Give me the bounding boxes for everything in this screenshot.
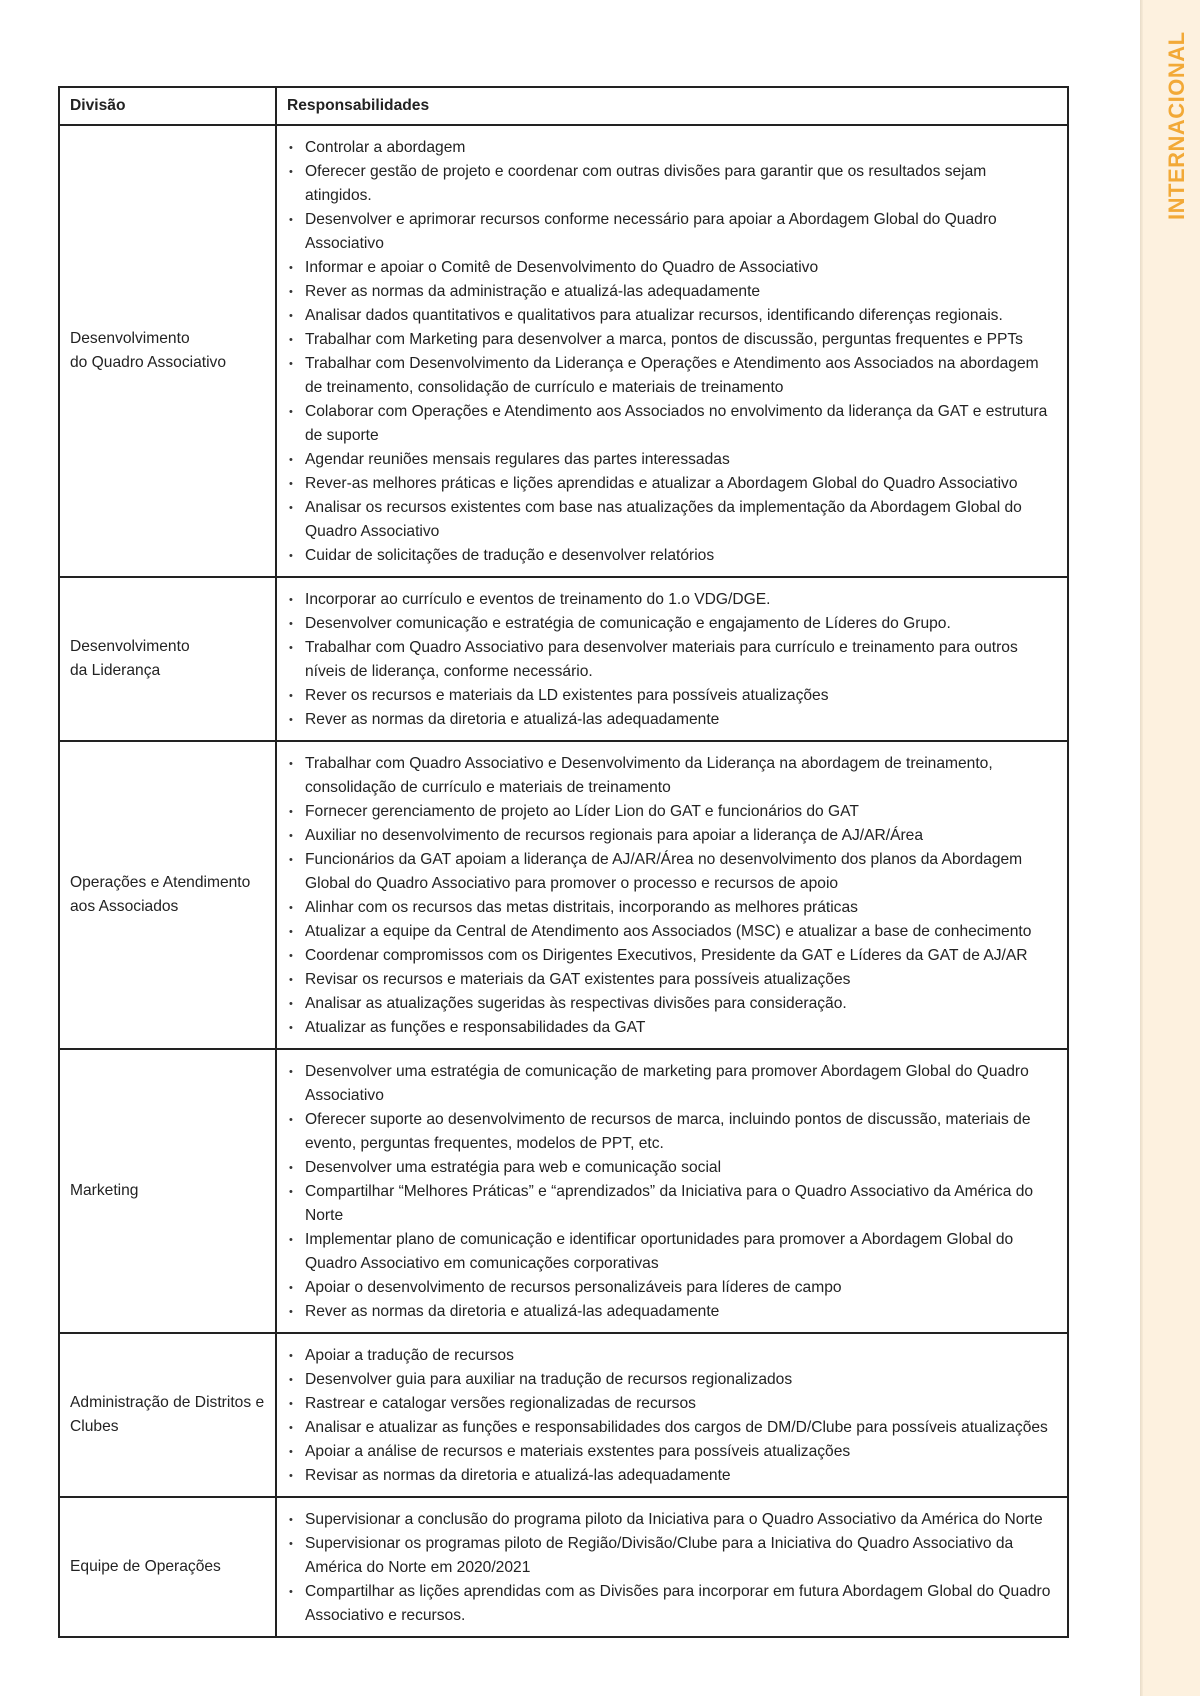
responsibility-item: • Desenvolver e aprimorar recursos conforme necessário para apoiar a Abordagem Global do Quadro Associativo	[287, 208, 1057, 256]
responsibility-item: • Trabalhar com Desenvolvimento da Liderança e Operações e Atendimento aos Associados na abordagem de treinamento, consolidação de currículo e materiais de treinamento	[287, 352, 1057, 400]
responsibility-item: • Apoiar o desenvolvimento de recursos personalizáveis para líderes de campo	[287, 1276, 1057, 1300]
responsibility-item: • Desenvolver guia para auxiliar na tradução de recursos regionalizados	[287, 1368, 1057, 1392]
responsibility-item: • Colaborar com Operações e Atendimento aos Associados no envolvimento da liderança da GAT e estrutura de suporte	[287, 400, 1057, 448]
header-division: Divisão	[59, 87, 276, 125]
table-row	[59, 125, 1068, 577]
responsibilities-cell	[276, 1049, 1068, 1333]
responsibilities-cell	[276, 577, 1068, 741]
responsibility-item: • Coordenar compromissos com os Dirigentes Executivos, Presidente da GAT e Líderes da GAT de AJ/AR	[287, 944, 1057, 968]
responsibility-item: • Analisar dados quantitativos e qualitativos para atualizar recursos, identificando diferenças regionais.	[287, 304, 1057, 328]
responsibility-item: • Revisar os recursos e materiais da GAT existentes para possíveis atualizações	[287, 968, 1057, 992]
responsibilities-cell	[276, 741, 1068, 1049]
table-body	[59, 125, 1068, 1637]
responsibilities-cell	[276, 125, 1068, 577]
division-name-line: Desenvolvimento	[70, 330, 190, 347]
division-name-line: Equipe de Operações	[70, 1558, 221, 1575]
division-name-line: Operações e Atendimento aos Associados	[70, 874, 251, 915]
responsibility-list	[287, 752, 1057, 1040]
responsibility-item: • Rever as normas da administração e atualizá-las adequadamente	[287, 280, 1057, 304]
division-name-line: da Liderança	[70, 662, 161, 679]
division-cell	[59, 1497, 276, 1637]
division-name-line: do Quadro Associativo	[70, 354, 227, 371]
table-row	[59, 1333, 1068, 1497]
responsibility-item: • Controlar a abordagem	[287, 136, 1057, 160]
division-cell	[59, 1049, 276, 1333]
header-responsibilities: Responsabilidades	[276, 87, 1068, 125]
responsibility-item: • Analisar os recursos existentes com base nas atualizações da implementação da Abordagem Global do Quadro Associativo	[287, 496, 1057, 544]
responsibility-item: • Implementar plano de comunicação e identificar oportunidades para promover a Abordagem Global do Quadro Associativo em comunicações corporativas	[287, 1228, 1057, 1276]
responsibility-item: • Oferecer gestão de projeto e coordenar com outras divisões para garantir que os resultados sejam atingidos.	[287, 160, 1057, 208]
table-row	[59, 577, 1068, 741]
responsibility-item: • Incorporar ao currículo e eventos de treinamento do 1.o VDG/DGE.	[287, 588, 1057, 612]
responsibility-list	[287, 1060, 1057, 1324]
responsibility-item: • Agendar reuniões mensais regulares das partes interessadas	[287, 448, 1057, 472]
responsibility-item: • Auxiliar no desenvolvimento de recursos regionais para apoiar a liderança de AJ/AR/Área	[287, 824, 1057, 848]
responsibility-item: • Atualizar as funções e responsabilidades da GAT	[287, 1016, 1057, 1040]
responsibility-item: • Fornecer gerenciamento de projeto ao Líder Lion do GAT e funcionários do GAT	[287, 800, 1057, 824]
table-row	[59, 1049, 1068, 1333]
responsibility-item: • Desenvolver comunicação e estratégia de comunicação e engajamento de Líderes do Grupo.	[287, 612, 1057, 636]
responsibility-list	[287, 588, 1057, 732]
responsibility-item: • Revisar as normas da diretoria e atualizá-las adequadamente	[287, 1464, 1057, 1488]
responsibility-item: • Rever os recursos e materiais da LD existentes para possíveis atualizações	[287, 684, 1057, 708]
responsibility-item: • Trabalhar com Quadro Associativo para desenvolver materiais para currículo e treinamento para outros níveis de liderança, conforme necessário.	[287, 636, 1057, 684]
table-row	[59, 1497, 1068, 1637]
responsibility-item: • Analisar e atualizar as funções e responsabilidades dos cargos de DM/D/Clube para possíveis atualizações	[287, 1416, 1057, 1440]
responsibility-list	[287, 136, 1057, 568]
responsibility-item: • Apoiar a tradução de recursos	[287, 1344, 1057, 1368]
responsibility-item: • Analisar as atualizações sugeridas às respectivas divisões para consideração.	[287, 992, 1057, 1016]
responsibility-item: • Desenvolver uma estratégia de comunicação de marketing para promover Abordagem Global do Quadro Associativo	[287, 1060, 1057, 1108]
division-cell	[59, 741, 276, 1049]
division-cell	[59, 125, 276, 577]
responsibility-item: • Rever as normas da diretoria e atualizá-las adequadamente	[287, 1300, 1057, 1324]
responsibility-item: • Cuidar de solicitações de tradução e desenvolver relatórios	[287, 544, 1057, 568]
table-header-row	[59, 87, 1068, 125]
responsibility-item: • Compartilhar as lições aprendidas com as Divisões para incorporar em futura Abordagem Global do Quadro Associativo e recursos.	[287, 1580, 1057, 1628]
responsibility-item: • Rever-as melhores práticas e lições aprendidas e atualizar a Abordagem Global do Quadro Associativo	[287, 472, 1057, 496]
responsibility-item: • Apoiar a análise de recursos e materiais exstentes para possíveis atualizações	[287, 1440, 1057, 1464]
division-name-line: Marketing	[70, 1182, 139, 1199]
responsibility-item: • Alinhar com os recursos das metas distritais, incorporando as melhores práticas	[287, 896, 1057, 920]
responsibility-item: • Supervisionar os programas piloto de Região/Divisão/Clube para a Iniciativa do Quadro Associativo da América do Norte em 2020/2021	[287, 1532, 1057, 1580]
division-name-line: Desenvolvimento	[70, 638, 190, 655]
responsibilities-table	[58, 86, 1069, 1638]
responsibility-item: • Desenvolver uma estratégia para web e comunicação social	[287, 1156, 1057, 1180]
division-name-line: Administração de Distritos e Clubes	[70, 1394, 265, 1435]
division-cell	[59, 577, 276, 741]
responsibility-list	[287, 1508, 1057, 1628]
responsibility-item: • Rastrear e catalogar versões regionalizadas de recursos	[287, 1392, 1057, 1416]
responsibility-list	[287, 1344, 1057, 1488]
table-row	[59, 741, 1068, 1049]
responsibility-item: • Trabalhar com Quadro Associativo e Desenvolvimento da Liderança na abordagem de treinamento, consolidação de currículo e materiais de treinamento	[287, 752, 1057, 800]
responsibility-item: • Funcionários da GAT apoiam a liderança de AJ/AR/Área no desenvolvimento dos planos da Abordagem Global do Quadro Associativo para promover o processo e recursos de apoio	[287, 848, 1057, 896]
responsibility-item: • Compartilhar “Melhores Práticas” e “aprendizados” da Iniciativa para o Quadro Associativo da América do Norte	[287, 1180, 1057, 1228]
division-cell	[59, 1333, 276, 1497]
responsibility-item: • Supervisionar a conclusão do programa piloto da Iniciativa para o Quadro Associativo da América do Norte	[287, 1508, 1057, 1532]
responsibilities-cell	[276, 1333, 1068, 1497]
responsibility-item: • Trabalhar com Marketing para desenvolver a marca, pontos de discussão, perguntas frequentes e PPTs	[287, 328, 1057, 352]
side-title: INTERNACIONAL	[1164, 31, 1189, 220]
responsibility-item: • Oferecer suporte ao desenvolvimento de recursos de marca, incluindo pontos de discussão, materiais de evento, perguntas frequentes, modelos de PPT, etc.	[287, 1108, 1057, 1156]
side-band	[1143, 0, 1200, 1696]
responsibility-item: • Rever as normas da diretoria e atualizá-las adequadamente	[287, 708, 1057, 732]
responsibility-item: • Informar e apoiar o Comitê de Desenvolvimento do Quadro de Associativo	[287, 256, 1057, 280]
responsibilities-cell	[276, 1497, 1068, 1637]
responsibility-item: • Atualizar a equipe da Central de Atendimento aos Associados (MSC) e atualizar a base de conhecimento	[287, 920, 1057, 944]
